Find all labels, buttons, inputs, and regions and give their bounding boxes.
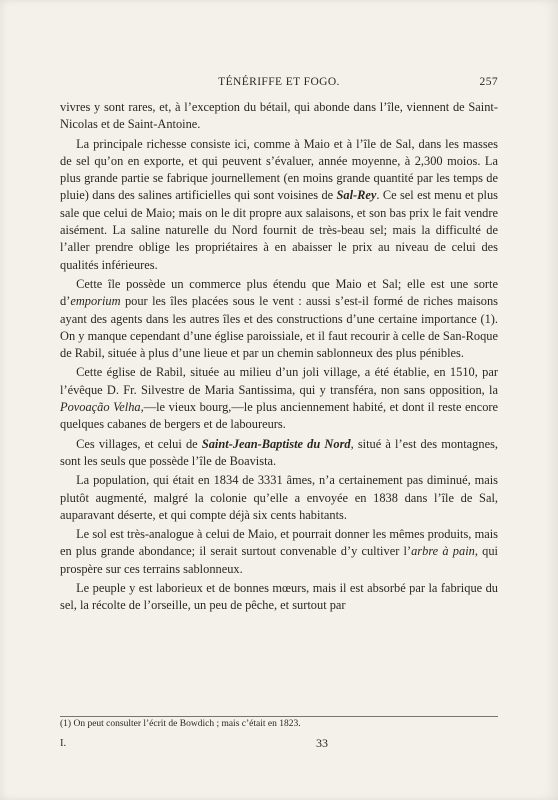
paragraph xyxy=(60,136,498,274)
text-run: . Ce sel est menu et plus sale que celui de Maio; mais on le dit propre aux salaisons, et son bas prix le fait vendre aisément. La saline naturelle du Nord fournit de très-beau sel; mais la difficulté de l’aller prendre oblige les propriétaires à en abaisser le prix au niveau de celui des qualités inférieures. xyxy=(60,188,498,272)
signature-mark: I. xyxy=(60,738,67,749)
text-run: La principale richesse consiste ici, comme à Maio et à l’île de Sal, dans les masses de sel qu’on en exporte, et qui peuvent s’évaluer, année moyenne, à 2,300 moios. La plus grande partie se fabrique journellement (en moins grande quantité par les temps de pluie) dans des salines artificielles qui sont voisines de xyxy=(60,136,498,203)
footnote-divider xyxy=(60,716,498,717)
paragraph xyxy=(60,436,498,471)
body-text xyxy=(60,99,498,617)
text-run: pour les îles placées sous le vent : aussi s’est-il formé de riches maisons ayant des agents dans les autres îles et des constructions d’une certaine importance (1). On y manque cependant d’une église paroissiale, et il faut recourir à celle de San-Roque de Rabil, située à plus d’une lieue et par un chemin sablonneux des plus pénibles. xyxy=(60,294,498,361)
emphasized-name: Saint-Jean-Baptiste du Nord xyxy=(201,436,351,451)
paragraph xyxy=(60,526,498,578)
paragraph xyxy=(60,580,498,615)
text-run: Ces villages, et celui de xyxy=(76,436,202,451)
running-title: TÉNÉRIFFE ET FOGO. xyxy=(218,76,340,88)
paragraph xyxy=(60,472,498,524)
paragraph xyxy=(60,276,498,362)
emphasized-name: Sal-Rey xyxy=(336,188,377,203)
text-run: , situé à l’est des montagnes, sont les seuls que possède l’île de Boavista. xyxy=(60,436,498,468)
italic-text: emporium xyxy=(70,294,121,309)
footnote: (1) On peut consulter l’écrit de Bowdich ; mais c’était en 1823. xyxy=(60,719,301,729)
text-run: , qui prospère sur ces terrains sablonneux. xyxy=(60,544,498,576)
text-run: La population, qui était en 1834 de 3331 âmes, n’a certainement pas diminué, mais plutôt augmenté, malgré la colonie qu’elle a envoyée en 1838 dans l’île de Sal, auparavant déserte, et qui compte déjà six cents habitants. xyxy=(60,473,498,522)
text-run: Cette île possède un commerce plus étendu que Maio et Sal; elle est une sorte d’ xyxy=(60,276,498,309)
text-run: ,—le vieux bourg,—le plus anciennement habité, et dont il reste encore quelques cabanes de bergers et de laboureurs. xyxy=(60,400,499,432)
text-run: Cette église de Rabil, située au milieu d’un joli village, a été établie, en 1510, par l’évêque D. Fr. Silvestre de Maria Santissima, qui y transféra, non sans opposition, la xyxy=(60,365,498,397)
italic-text: arbre à pain xyxy=(411,544,475,559)
paragraph xyxy=(60,99,498,134)
text-run: vivres y sont rares, et, à l’exception du bétail, qui abonde dans l’île, viennent de Saint-Nicolas et de Saint-Antoine. xyxy=(60,100,498,132)
paragraph xyxy=(60,364,498,433)
page-header xyxy=(60,76,498,92)
sheet-number: 33 xyxy=(316,736,328,750)
italic-text: Povoação Velha xyxy=(60,400,141,415)
text-run: Le sol est très-analogue à celui de Maio, et pourrait donner les mêmes produits, mais en plus grande abondance; il serait surtout convenable d’y cultiver l’ xyxy=(60,527,498,559)
text-run: Le peuple y est laborieux et de bonnes mœurs, mais il est absorbé par la fabrique du sel, la récolte de l’orseille, un peu de pêche, et surtout par xyxy=(60,581,498,613)
page-number: 257 xyxy=(479,76,498,88)
